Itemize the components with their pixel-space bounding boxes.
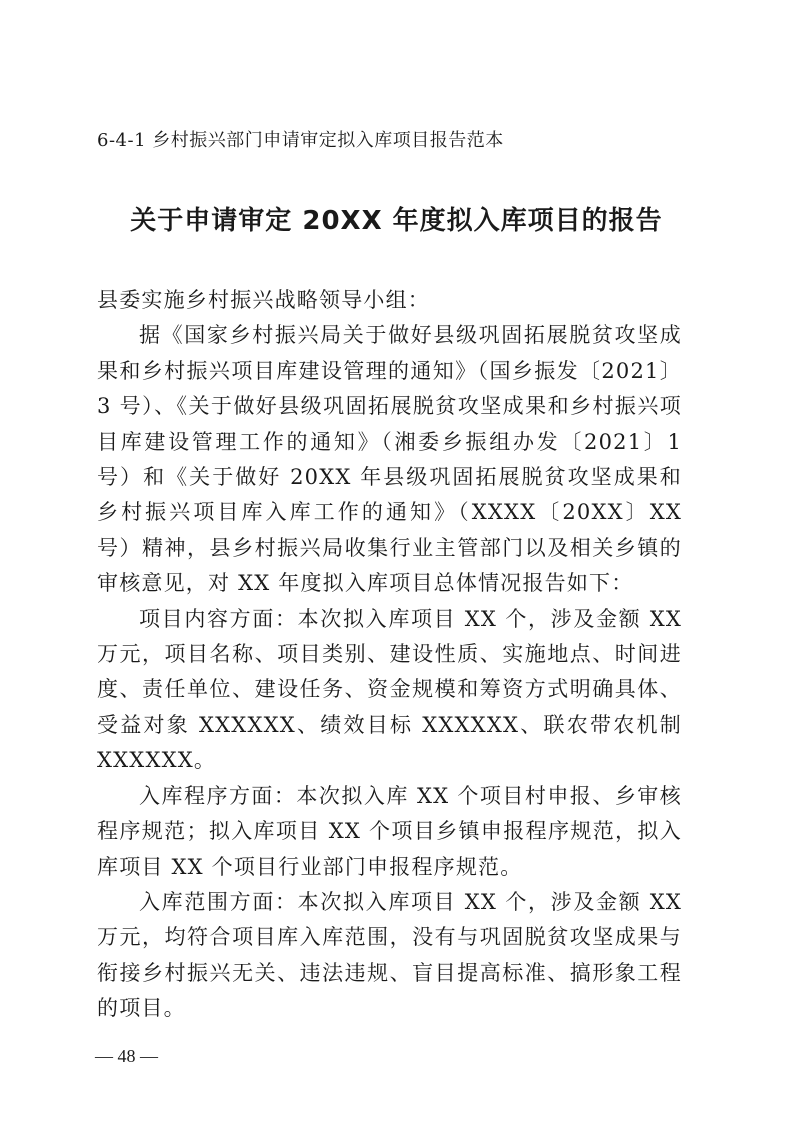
section-label: 6-4-1 乡村振兴部门申请审定拟入库项目报告范本 (97, 130, 504, 151)
page-number: — 48 — (95, 1046, 158, 1066)
paragraph-procedure: 入库程序方面：本次拟入库 XX 个项目村申报、乡审核程序规范；拟入库项目 XX 个项目乡镇申报程序规范，拟入库项目 XX 个项目行业部门申报程序规范。 (97, 783, 682, 879)
paragraph-project-content: 项目内容方面：本次拟入库项目 XX 个，涉及金额 XX 万元，项目名称、项目类别、建设性质、实施地点、时间进度、责任单位、建设任务、资金规模和筹资方式明确具体、受益对象 XXXXXX、绩效目标 XXXXXX、联农带农机制 XXXXXX。 (97, 606, 682, 773)
document-body (97, 283, 682, 1027)
document-title: 关于申请审定 20XX 年度拟入库项目的报告 (130, 206, 663, 236)
salutation: 县委实施乡村振兴战略领导小组： (97, 288, 430, 312)
paragraph-basis: 据《国家乡村振兴局关于做好县级巩固拓展脱贫攻坚成果和乡村振兴项目库建设管理的通知》（国乡振发〔2021〕3 号）、《关于做好县级巩固拓展脱贫攻坚成果和乡村振兴项目库建设管理工作的通知》（湘委乡振组办发〔2021〕1 号）和《关于做好 20XX 年县级巩固拓展脱贫攻坚成果和乡村振兴项目库入库工作的通知》（XXXX〔20XX〕XX 号）精神，县乡村振兴局收集行业主管部门以及相关乡镇的审核意见，对 XX 年度拟入库项目总体情况报告如下： (97, 323, 682, 596)
paragraph-scope: 入库范围方面：本次拟入库项目 XX 个，涉及金额 XX 万元，均符合项目库入库范围，没有与巩固脱贫攻坚成果与衔接乡村振兴无关、违法违规、盲目提高标准、搞形象工程的项目。 (97, 889, 682, 1021)
